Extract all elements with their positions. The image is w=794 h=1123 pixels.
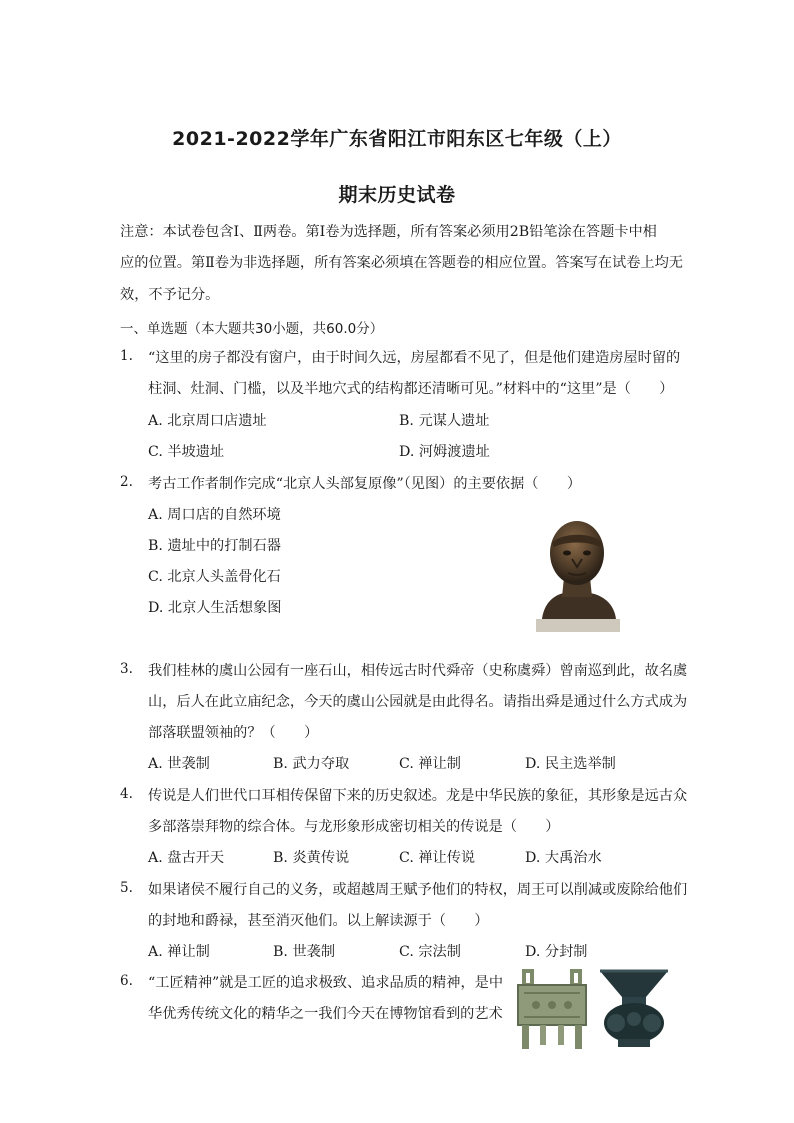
question-number: 2. xyxy=(120,474,133,490)
option-b: B. 世袭制 xyxy=(273,944,336,960)
question-number: 5. xyxy=(120,880,133,896)
peking-man-bust-image xyxy=(530,515,625,633)
question-text: 部落联盟领袖的？（ ） xyxy=(148,725,319,741)
question-text: 考古工作者制作完成“北京人头部复原像”（见图）的主要依据（ ） xyxy=(148,476,582,492)
notice-line-3: 效，不予记分。 xyxy=(120,287,220,303)
option-b: B. 元谋人遗址 xyxy=(399,413,490,429)
exam-title-line2: 期末历史试卷 xyxy=(338,184,456,206)
question-number: 6. xyxy=(120,973,133,989)
question-number: 1. xyxy=(120,348,133,364)
option-d: D. 河姆渡遗址 xyxy=(399,444,490,460)
option-d: D. 北京人生活想象图 xyxy=(148,600,282,616)
question-text: 我们桂林的虞山公园有一座石山，相传远古时代舜帝（史称虞舜）曾南巡到此，故名虞 xyxy=(148,663,688,679)
option-c: C. 禅让传说 xyxy=(399,850,476,866)
question-text: 柱洞、灶洞、门槛，以及半地穴式的结构都还清晰可见。”材料中的“这里”是（ ） xyxy=(148,381,674,397)
option-a: A. 北京周口店遗址 xyxy=(148,413,267,429)
option-a: A. 世袭制 xyxy=(148,756,210,772)
option-d: D. 分封制 xyxy=(525,944,588,960)
question-text: 多部落崇拜物的综合体。与龙形象形成密切相关的传说是（ ） xyxy=(148,819,560,835)
question-text: 如果诸侯不履行自己的义务，或超越周王赋予他们的特权，周王可以削减或废除给他们 xyxy=(148,882,688,898)
question-text: 山，后人在此立庙纪念，今天的虞山公园就是由此得名。请指出舜是通过什么方式成为 xyxy=(148,694,688,710)
question-text: 华优秀传统文化的精华之一我们今天在博物馆看到的艺术 xyxy=(148,1006,503,1022)
option-c: C. 禅让制 xyxy=(399,756,461,772)
option-a: A. 周口店的自然环境 xyxy=(148,507,281,523)
option-c: C. 半坡遗址 xyxy=(148,444,225,460)
option-d: D. 大禹治水 xyxy=(525,850,602,866)
bronze-ding-image xyxy=(514,965,590,1051)
question-text: “工匠精神”就是工匠的追求极致、追求品质的精神，是中 xyxy=(148,975,504,991)
notice-line-1: 注意：本试卷包含Ⅰ、Ⅱ两卷。第Ⅰ卷为选择题，所有答案必须用2B铅笔涂在答题卡中相 xyxy=(120,224,657,240)
question-text: “这里的房子都没有窗户，由于时间久远，房屋都看不见了，但是他们建造房屋时留的 xyxy=(148,350,681,366)
option-b: B. 遗址中的打制石器 xyxy=(148,538,281,554)
option-c: C. 宗法制 xyxy=(399,944,461,960)
option-c: C. 北京人头盖骨化石 xyxy=(148,569,281,585)
option-b: B. 炎黄传说 xyxy=(273,850,350,866)
question-text: 的封地和爵禄，甚至消灭他们。以上解读源于（ ） xyxy=(148,913,489,929)
question-number: 3. xyxy=(120,661,133,677)
notice-line-2: 应的位置。第Ⅱ卷为非选择题，所有答案必须填在答题卷的相应位置。答案写在试卷上均无 xyxy=(120,255,683,271)
option-b: B. 武力夺取 xyxy=(273,756,350,772)
exam-title-line1: 2021-2022学年广东省阳江市阳东区七年级（上） xyxy=(172,128,622,150)
question-text: 传说是人们世代口耳相传保留下来的历史叙述。龙是中华民族的象征，其形象是远古众 xyxy=(148,788,688,804)
bronze-zun-image xyxy=(596,967,672,1049)
option-a: A. 盘古开天 xyxy=(148,850,225,866)
section-heading: 一、单选题（本大题共30小题，共60.0分） xyxy=(120,321,384,337)
question-number: 4. xyxy=(120,786,133,802)
option-a: A. 禅让制 xyxy=(148,944,210,960)
option-d: D. 民主选举制 xyxy=(525,756,616,772)
